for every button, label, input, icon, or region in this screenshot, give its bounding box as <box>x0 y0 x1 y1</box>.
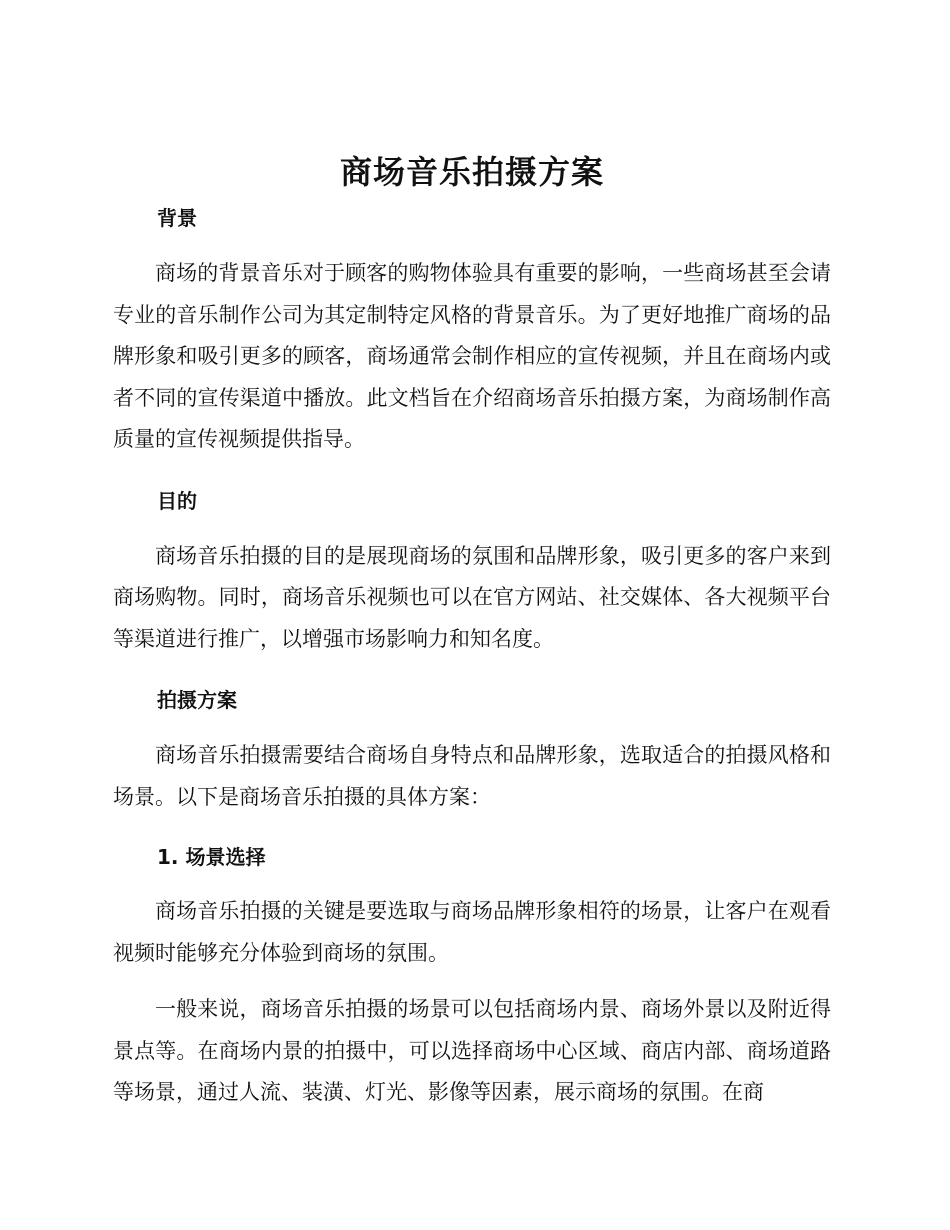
paragraph-plan: 商场音乐拍摄需要结合商场自身特点和品牌形象，选取适合的拍摄风格和场景。以下是商场音乐拍摄的具体方案： <box>113 743 831 809</box>
paragraph-background: 商场的背景音乐对于顾客的购物体验具有重要的影响，一些商场甚至会请专业的音乐制作公司为其定制特定风格的背景音乐。为了更好地推广商场的品牌形象和吸引更多的顾客，商场通常会制作相应的宣传视频，并且在商场内或者不同的宣传渠道中播放。此文档旨在介绍商场音乐拍摄方案，为商场制作高质量的宣传视频提供指导。 <box>113 261 831 451</box>
subsection-heading-scene: 1. 场景选择 <box>157 845 266 869</box>
section-heading-plan: 拍摄方案 <box>157 688 237 712</box>
paragraph-scene-2: 一般来说，商场音乐拍摄的场景可以包括商场内景、商场外景以及附近得景点等。在商场内景的拍摄中，可以选择商场中心区域、商店内部、商场道路等场景，通过人流、装潢、灯光、影像等因素，展示商场的氛围。在商 <box>113 997 831 1104</box>
document-title: 商场音乐拍摄方案 <box>339 153 604 191</box>
section-heading-background: 背景 <box>157 206 197 230</box>
document-body <box>113 150 831 1114</box>
section-heading-goal: 目的 <box>157 488 197 513</box>
paragraph-goal: 商场音乐拍摄的目的是展现商场的氛围和品牌形象，吸引更多的客户来到商场购物。同时，商场音乐视频也可以在官方网站、社交媒体、各大视频平台等渠道进行推广，以增强市场影响力和知名度。 <box>113 543 831 651</box>
paragraph-scene-1: 商场音乐拍摄的关键是要选取与商场品牌形象相符的场景，让客户在观看视频时能够充分体验到商场的氛围。 <box>113 899 831 965</box>
